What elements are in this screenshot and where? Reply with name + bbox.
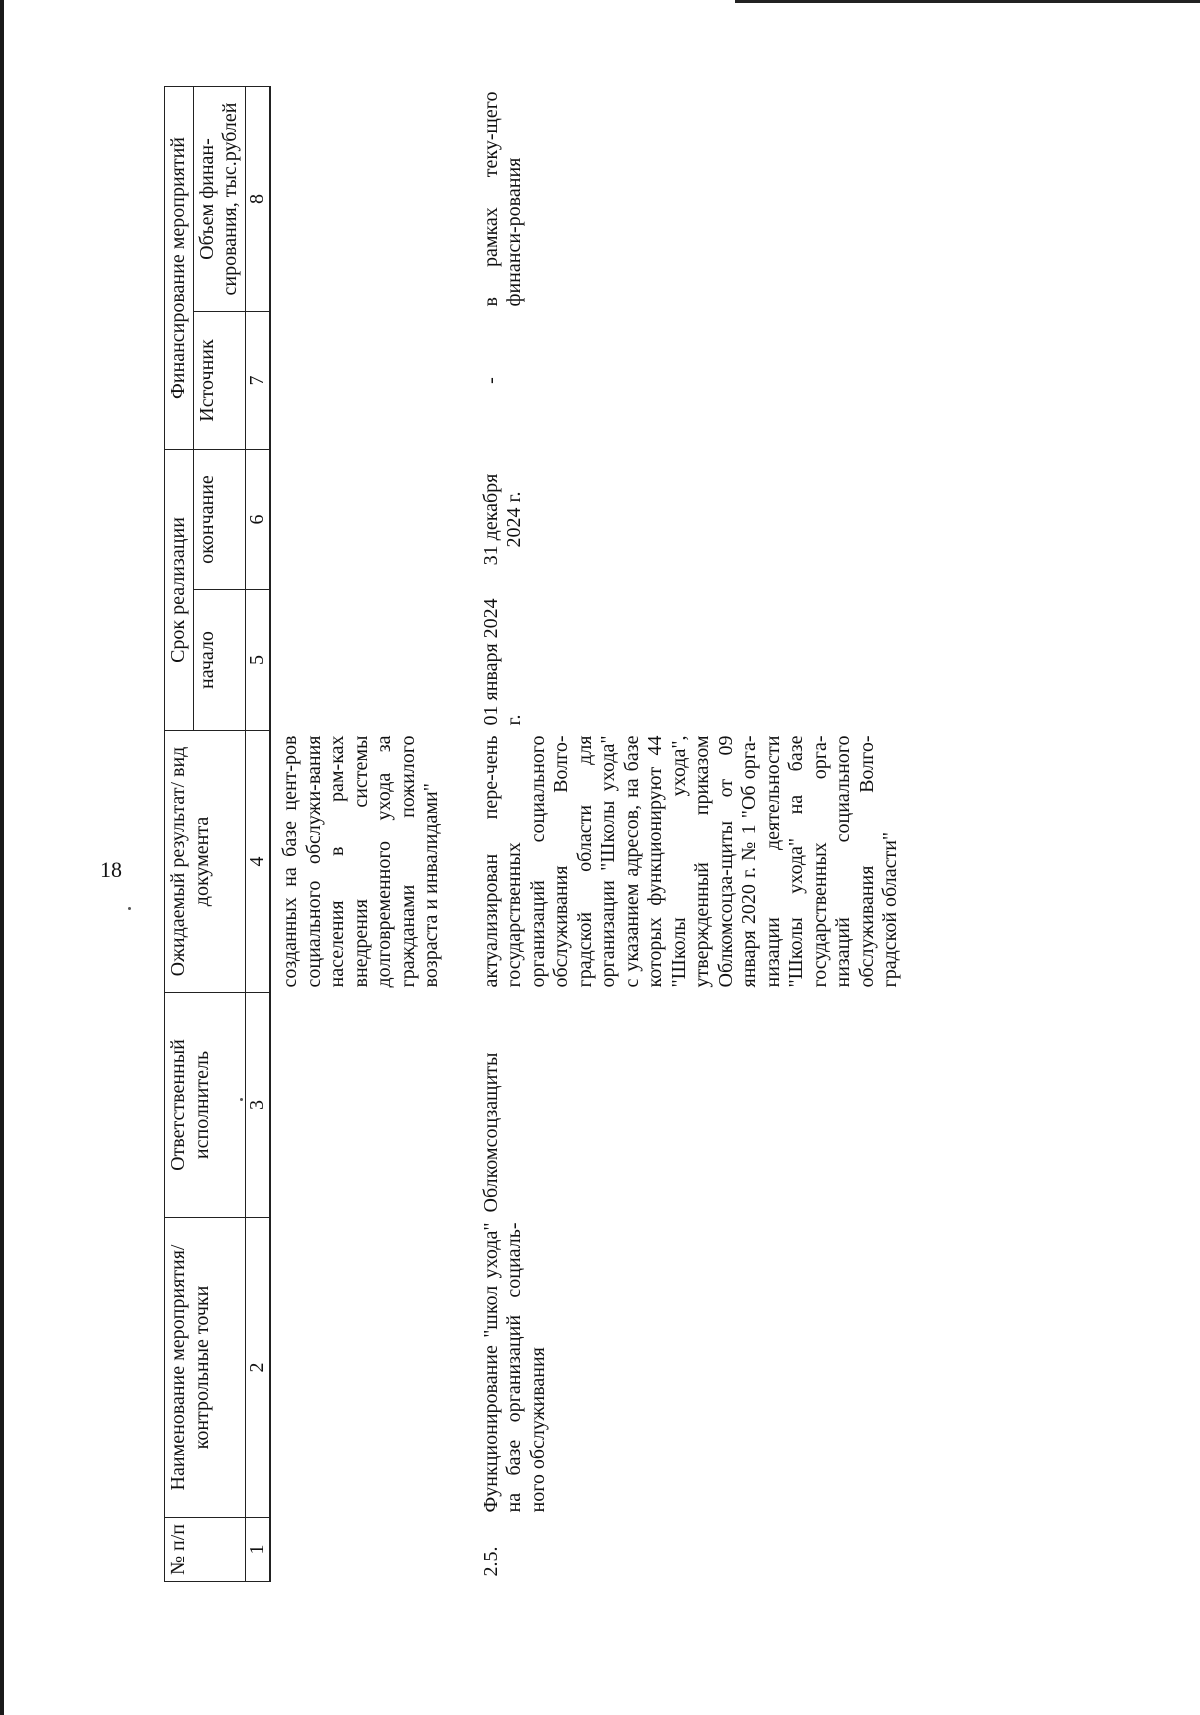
header-fin-volume: Объем финан-сирования, тыс.рублей — [193, 87, 245, 312]
header-term-end: окончание — [193, 450, 245, 590]
action-plan-table — [164, 86, 905, 1582]
column-number: 7 — [245, 312, 270, 450]
column-number: 3 — [245, 993, 270, 1218]
page-number: 18 — [100, 857, 122, 882]
cell-start — [270, 590, 464, 731]
table-body — [270, 87, 905, 1582]
cell-end — [270, 450, 464, 590]
scan-left-edge — [0, 0, 4, 1715]
header-term-start: начало — [193, 590, 245, 731]
cell-responsible: Облкомсоцзащиты — [479, 1052, 502, 1213]
cell-responsible — [270, 993, 464, 1218]
header-responsible: Ответственный исполнитель — [165, 993, 246, 1218]
cell-start: 01 января 2024 г. — [479, 598, 525, 726]
cell-source: - — [479, 377, 502, 384]
cell-name — [270, 1218, 464, 1518]
table-row — [464, 87, 905, 1582]
cell-result: актуализирован пере-чень государственных организаций социального обслуживания Волго-градской области для организации "Школы ухода" с указанием адресов, на базе которых функционируют 44 "Школы ухода", утвержденный приказом Облкомсоцза-щиты от 09 января 2020 г. № 1 "Об орга-низации деятельности "Школы ухода" на базе государственных орга-низаций социального обслуживания Волго-градской области" — [479, 735, 901, 988]
column-number: 8 — [245, 87, 270, 312]
cell-volume: в рамках теку-щего финанси-рования — [479, 91, 525, 307]
cell-source — [270, 312, 464, 450]
header-term: Срок реализации — [165, 450, 194, 731]
cell-end: 31 декабря 2024 г. — [479, 473, 525, 566]
header-name: Наименование мероприятия/ контрольные точки — [165, 1218, 246, 1518]
scan-speck — [128, 907, 131, 910]
column-number: 6 — [245, 450, 270, 590]
header-fin-source: Источник — [193, 312, 245, 450]
scan-top-edge — [735, 0, 1200, 3]
cell-name: Функционирование "школ ухода" на базе организаций социаль-ного обслуживания — [479, 1222, 549, 1513]
header-financing: Финансирование мероприятий — [165, 87, 194, 450]
table-row — [270, 87, 464, 1582]
column-number: 1 — [245, 1518, 270, 1582]
header-num: № п/п — [165, 1518, 246, 1582]
column-number-row — [245, 87, 270, 1582]
cell-num: 2.5. — [479, 1546, 502, 1577]
header-result: Ожидаемый результат/ вид документа — [165, 731, 246, 993]
table-header — [165, 87, 271, 1582]
column-number: 5 — [245, 590, 270, 731]
column-number: 4 — [245, 731, 270, 993]
cell-result: созданных на базе цент-ров социального обслужи-вания населения в рам-ках внедрения системы долговременного ухода за гражданами пожилого возраста и инвалидами" — [279, 735, 442, 988]
column-number: 2 — [245, 1218, 270, 1518]
cell-num — [270, 1518, 464, 1582]
cell-volume — [270, 87, 464, 312]
rotated-table-container — [164, 87, 1200, 1582]
